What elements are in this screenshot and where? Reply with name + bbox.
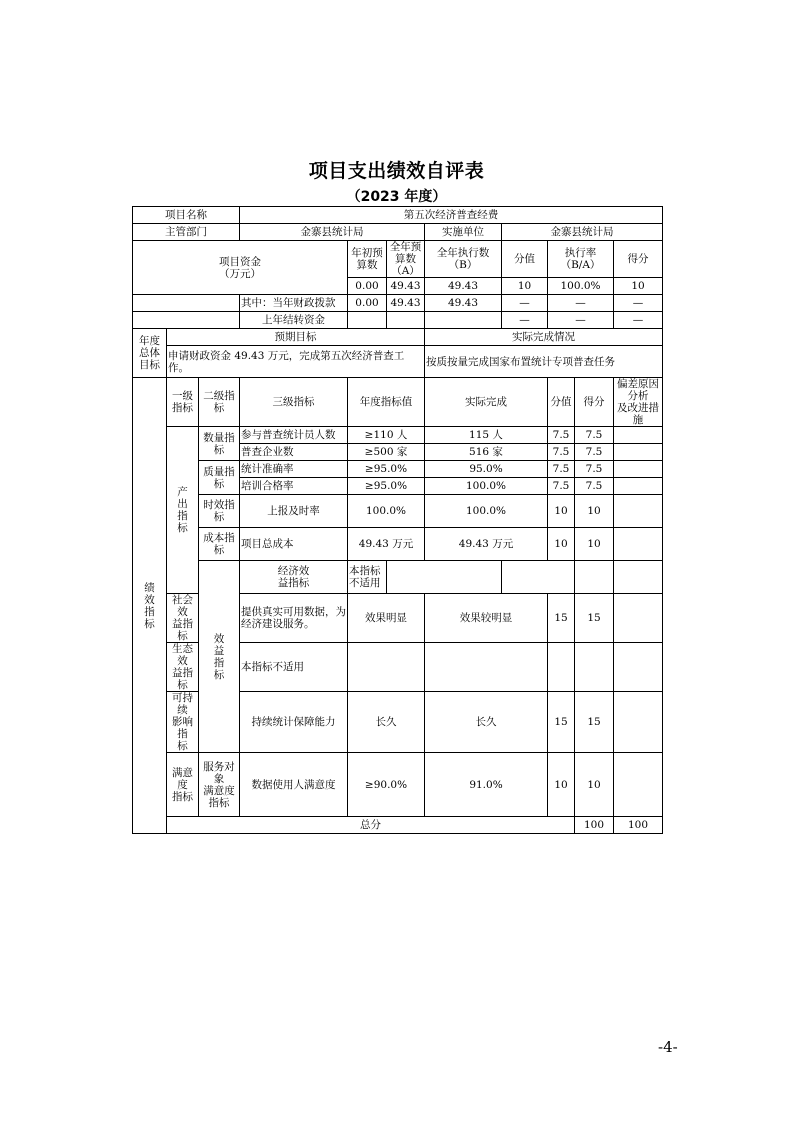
label-annual-target: 年度指标值 [348, 378, 425, 427]
indicator-value: 15 [548, 692, 575, 753]
indicator-score: 7.5 [575, 444, 614, 461]
indicator-value: 7.5 [548, 444, 575, 461]
indicator-actual: 49.43 万元 [425, 528, 548, 561]
label-sustain: 可持续 影响指 标 [167, 692, 199, 753]
label-fiscal-alloc: 其中：当年财政拨款 [240, 295, 348, 312]
self-evaluation-table [132, 206, 663, 834]
label-quality: 质量指 标 [199, 461, 240, 495]
fiscal-score: — [614, 295, 663, 312]
total-rate: 100.0% [548, 278, 614, 295]
fiscal-initial: 0.00 [348, 295, 387, 312]
fiscal-full: 49.43 [387, 295, 425, 312]
label-implementer: 实施单位 [425, 224, 502, 241]
implementer-value: 金寨县统计局 [502, 224, 663, 241]
indicator-name: 普查企业数 [240, 444, 348, 461]
total-value: 10 [502, 278, 548, 295]
label-level1: 一级 指标 [167, 378, 199, 427]
label-initial-budget: 年初预 算数 [348, 241, 387, 278]
goal-text: 申请财政资金 49.43 万元，完成第五次经济普查工作。 [167, 346, 425, 378]
label-eco-benefit: 生态效 益指标 [167, 643, 199, 692]
label-department: 主管部门 [133, 224, 240, 241]
indicator-actual: 115 人 [425, 427, 548, 444]
indicator-actual: 长久 [425, 692, 548, 753]
label-score-value: 分值 [502, 241, 548, 278]
label-perf-indicators: 绩 效 指 标 [133, 378, 167, 834]
indicator-score: 10 [575, 528, 614, 561]
indicator-name: 项目总成本 [240, 528, 348, 561]
indicator-name: 上报及时率 [240, 495, 348, 528]
indicator-actual: 100.0% [425, 478, 548, 495]
indicator-score: 10 [575, 753, 614, 817]
indicator-value: 15 [548, 594, 575, 643]
total-value-sum: 100 [575, 817, 614, 834]
carry-rate: — [548, 312, 614, 329]
indicator-target: 效果明显 [348, 594, 425, 643]
label-funds: 项目资金 （万元） [133, 241, 348, 295]
label-econ-benefit: 经济效 益指标 [240, 561, 348, 594]
label-timeliness: 时效指 标 [199, 495, 240, 528]
label-actual-done: 实际完成 [425, 378, 548, 427]
indicator-score: 15 [575, 594, 614, 643]
total-full: 49.43 [387, 278, 425, 295]
indicator-score: 7.5 [575, 427, 614, 444]
label-row-value: 分值 [548, 378, 575, 427]
indicator-target: ≥95.0% [348, 478, 425, 495]
indicator-actual: 91.0% [425, 753, 548, 817]
indicator-score: 15 [575, 692, 614, 753]
project-name-value: 第五次经济普查经费 [240, 207, 663, 224]
indicator-name: 本指标不适用 [348, 561, 387, 594]
indicator-target: ≥95.0% [348, 461, 425, 478]
total-initial: 0.00 [348, 278, 387, 295]
indicator-target: 100.0% [348, 495, 425, 528]
fiscal-value: — [502, 295, 548, 312]
indicator-value: 7.5 [548, 461, 575, 478]
indicator-actual: 效果较明显 [425, 594, 548, 643]
indicator-name: 统计准确率 [240, 461, 348, 478]
total-score-sum: 100 [614, 817, 663, 834]
indicator-score: 10 [575, 495, 614, 528]
label-deviation: 偏差原因分析 及改进措施 [614, 378, 663, 427]
actual-text: 按质按量完成国家布置统计专项普查任务 [425, 346, 663, 378]
indicator-actual: 100.0% [425, 495, 548, 528]
indicator-value: 10 [548, 753, 575, 817]
indicator-name: 提供真实可用数据，为经济建设服务。 [240, 594, 348, 643]
carry-score: — [614, 312, 663, 329]
label-actual-status: 实际完成情况 [425, 329, 663, 346]
indicator-value: 7.5 [548, 427, 575, 444]
page-title: 项目支出绩效自评表 [308, 160, 485, 182]
indicator-value: 10 [548, 528, 575, 561]
total-score: 10 [614, 278, 663, 295]
label-level3: 三级指标 [240, 378, 348, 427]
indicator-target: 长久 [348, 692, 425, 753]
indicator-target: ≥500 家 [348, 444, 425, 461]
label-total: 总分 [167, 817, 575, 834]
total-executed: 49.43 [425, 278, 502, 295]
indicator-score: 7.5 [575, 478, 614, 495]
department-value: 金寨县统计局 [240, 224, 425, 241]
fiscal-rate: — [548, 295, 614, 312]
label-social-benefit: 社会效 益指标 [167, 594, 199, 643]
label-row-score: 得分 [575, 378, 614, 427]
label-satisfaction: 满意 度 指标 [167, 753, 199, 817]
label-output: 产 出 指 标 [167, 427, 199, 594]
page-number: -4- [658, 1038, 678, 1056]
indicator-target: ≥110 人 [348, 427, 425, 444]
indicator-actual: 95.0% [425, 461, 548, 478]
label-exec-rate: 执行率 （B/A） [548, 241, 614, 278]
label-project-name: 项目名称 [133, 207, 240, 224]
label-level2: 二级指 标 [199, 378, 240, 427]
label-benefit: 效 益 指 标 [199, 561, 240, 753]
indicator-name: 培训合格率 [240, 478, 348, 495]
indicator-target: ≥90.0% [348, 753, 425, 817]
label-quantity: 数量指 标 [199, 427, 240, 461]
label-full-executed: 全年执行数 （B） [425, 241, 502, 278]
carry-value: — [502, 312, 548, 329]
indicator-value: 10 [548, 495, 575, 528]
label-cost: 成本指 标 [199, 528, 240, 561]
indicator-name: 参与普查统计员人数 [240, 427, 348, 444]
indicator-name: 持续统计保障能力 [240, 692, 348, 753]
label-carryover: 上年结转资金 [240, 312, 348, 329]
indicator-score: 7.5 [575, 461, 614, 478]
fiscal-executed: 49.43 [425, 295, 502, 312]
label-score: 得分 [614, 241, 663, 278]
year-subtitle: （2023 年度） [346, 189, 447, 205]
indicator-actual: 516 家 [425, 444, 548, 461]
label-full-budget: 全年预 算数（A） [387, 241, 425, 278]
indicator-value: 7.5 [548, 478, 575, 495]
label-annual-goal: 年度 总体 目标 [133, 329, 167, 378]
indicator-target: 49.43 万元 [348, 528, 425, 561]
label-expected-goal: 预期目标 [167, 329, 425, 346]
label-service-sat: 服务对 象 满意度 指标 [199, 753, 240, 817]
indicator-name: 本指标不适用 [240, 643, 348, 692]
indicator-name: 数据使用人满意度 [240, 753, 348, 817]
